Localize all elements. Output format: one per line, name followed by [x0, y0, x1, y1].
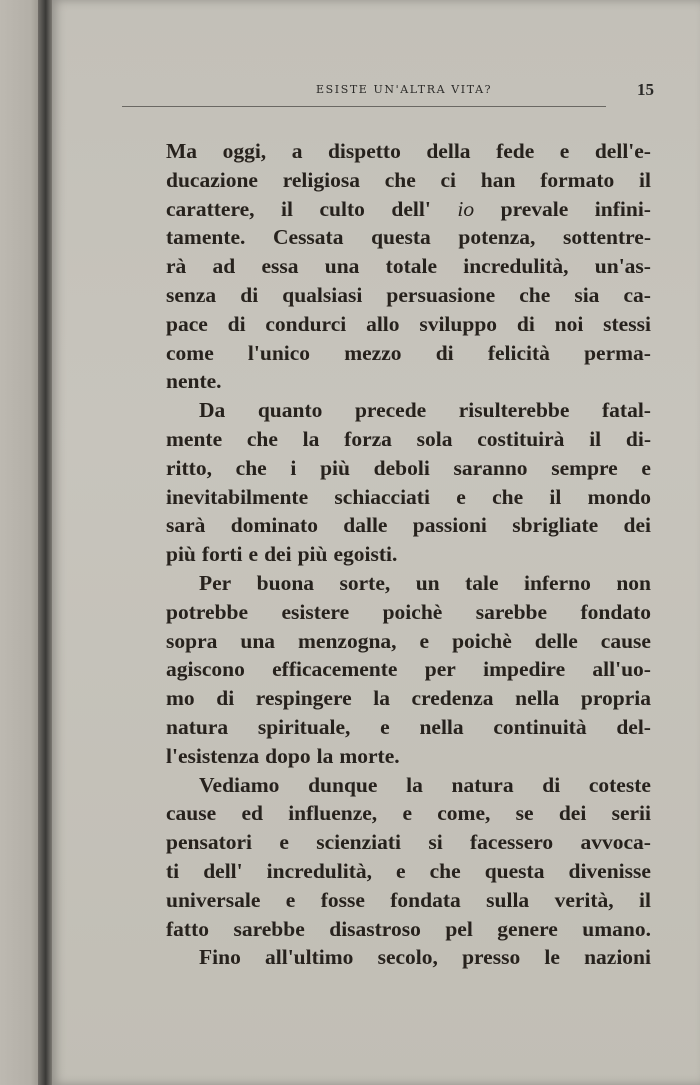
word: prevale — [500, 196, 569, 221]
word: pel — [445, 916, 473, 941]
word: dalle — [343, 513, 388, 538]
word: passioni — [412, 513, 487, 538]
word: mezzo — [344, 340, 402, 365]
word: fondata — [390, 887, 461, 912]
word: di — [435, 340, 454, 365]
text-line — [166, 223, 651, 252]
text-line — [166, 396, 651, 425]
word: stessi — [603, 311, 651, 336]
word: dei — [558, 801, 587, 826]
word: respingere — [255, 686, 352, 711]
word: di — [516, 311, 535, 336]
word: buona — [256, 570, 315, 595]
word: e — [402, 801, 412, 826]
word: totale — [385, 254, 437, 279]
word: facessero — [470, 830, 554, 855]
word: potrebbe — [166, 599, 249, 624]
word: il — [549, 484, 562, 509]
word: che — [519, 282, 551, 307]
word: inferno — [523, 570, 591, 595]
word: una — [240, 628, 276, 653]
word: inevitabilmente — [166, 484, 309, 509]
word: ritto, — [166, 455, 212, 480]
word: infini- — [594, 196, 651, 221]
word: dell' — [391, 196, 431, 221]
word: perma- — [584, 340, 651, 365]
word: sopra — [166, 628, 218, 653]
text-line — [166, 483, 651, 512]
word: che — [384, 167, 416, 192]
body-text — [166, 137, 651, 972]
word: sarà — [166, 513, 206, 538]
word: impedire — [483, 657, 566, 682]
text-line — [166, 771, 651, 800]
word: l'esistenza — [166, 743, 260, 768]
word: culto — [319, 196, 365, 221]
word: un — [415, 570, 440, 595]
word: sottentre- — [563, 225, 651, 250]
word: sulla — [486, 887, 530, 912]
word: dei — [623, 513, 651, 538]
text-line — [166, 655, 651, 684]
word: fosse — [320, 887, 365, 912]
word: la — [316, 743, 334, 768]
word: dell'e- — [594, 139, 651, 163]
word: essa — [261, 254, 299, 279]
word: qualsiasi — [282, 282, 363, 307]
word: delle — [534, 628, 578, 653]
text-line — [166, 310, 651, 339]
word: questa — [484, 858, 545, 883]
page-header — [122, 80, 652, 106]
text-line — [166, 367, 651, 396]
text-line — [166, 857, 651, 886]
word: verità, — [554, 887, 614, 912]
word: cause — [600, 628, 651, 653]
text-line — [166, 886, 651, 915]
word: mo — [166, 686, 195, 711]
word: divenisse — [568, 858, 651, 883]
word: universale — [166, 887, 261, 912]
word: poichè — [382, 599, 443, 624]
running-title: ESISTE UN'ALTRA VITA? — [316, 83, 493, 96]
word: sorte, — [339, 570, 391, 595]
word: nente. — [166, 369, 222, 394]
word: deboli — [373, 455, 430, 480]
text-line — [166, 281, 651, 310]
word: nella — [419, 714, 464, 739]
word: come, — [437, 801, 491, 826]
word: saranno — [453, 455, 528, 480]
word: allo — [366, 311, 400, 336]
word: efficacemente — [272, 657, 398, 682]
word: dominato — [230, 513, 318, 538]
text-line — [166, 627, 651, 656]
word: esistere — [281, 599, 350, 624]
text-line — [166, 339, 651, 368]
word: schiacciati — [334, 484, 430, 509]
word: il — [639, 887, 651, 912]
word: Per — [199, 570, 232, 595]
word: incredulità, — [266, 858, 372, 883]
word: tamente. — [166, 225, 246, 250]
word: fatal- — [602, 398, 651, 423]
word: persuasione — [386, 282, 496, 307]
word: formato — [540, 167, 615, 192]
word: sarebbe — [233, 916, 305, 941]
word: dunque — [308, 772, 378, 797]
word: che — [492, 484, 524, 509]
text-line — [166, 166, 651, 195]
text-line — [166, 569, 651, 598]
text-line — [166, 540, 651, 569]
word: sia — [574, 282, 600, 307]
word: han — [480, 167, 516, 192]
text-line — [166, 511, 651, 540]
word: a — [291, 139, 303, 163]
word: e — [419, 628, 430, 653]
word: e — [380, 714, 390, 739]
word: e — [248, 542, 259, 567]
word: più — [320, 455, 350, 480]
word: religiosa — [282, 167, 360, 192]
word: forza — [344, 426, 392, 451]
word: condurci — [265, 311, 347, 336]
text-line — [166, 454, 651, 483]
word: la — [302, 426, 320, 451]
word: scienziati — [316, 830, 401, 855]
text-line — [166, 713, 651, 742]
text-line — [166, 252, 651, 281]
word: e — [396, 858, 406, 883]
word: felicità — [487, 340, 550, 365]
word: il — [281, 196, 293, 221]
word: di — [227, 311, 246, 336]
word: precede — [354, 398, 427, 423]
word: ca- — [623, 282, 651, 307]
word: spirituale, — [257, 714, 351, 739]
word: pensatori — [166, 830, 252, 855]
word: come — [166, 340, 214, 365]
word: oggi, — [222, 139, 267, 163]
text-line — [166, 943, 651, 972]
word: noi — [554, 311, 584, 336]
word: fede — [496, 139, 535, 163]
word: costituirà — [477, 426, 565, 451]
text-line — [166, 828, 651, 857]
word: ti — [166, 858, 180, 883]
word: Fino — [199, 945, 241, 970]
word: Ma — [166, 139, 198, 163]
word: non — [616, 570, 651, 595]
word: sarebbe — [475, 599, 548, 624]
word: presso — [462, 945, 521, 970]
word: mondo — [587, 484, 651, 509]
page-number: 15 — [637, 80, 654, 99]
word: ducazione — [166, 167, 258, 192]
word: Cessata — [273, 225, 344, 250]
word: mente — [166, 426, 223, 451]
word: che — [246, 426, 278, 451]
word: dei — [264, 542, 292, 567]
word: e — [279, 830, 289, 855]
word: incredulità, — [463, 254, 569, 279]
word: l'unico — [247, 340, 311, 365]
word: i — [290, 455, 297, 480]
word: quanto — [257, 398, 323, 423]
word: potenza, — [458, 225, 536, 250]
word: carattere, — [166, 196, 255, 221]
word: per — [424, 657, 456, 682]
word: poichè — [452, 628, 512, 653]
word: del- — [616, 714, 651, 739]
word: sola — [416, 426, 453, 451]
word: tale — [465, 570, 499, 595]
text-line — [166, 684, 651, 713]
text-line — [166, 915, 651, 944]
word: influenze, — [288, 801, 378, 826]
word: di — [542, 772, 561, 797]
word: e — [641, 455, 651, 480]
word: Da — [199, 398, 226, 423]
word: di- — [625, 426, 651, 451]
word: sbrigliate — [512, 513, 599, 538]
word: avvoca- — [580, 830, 651, 855]
word: della — [426, 139, 471, 163]
word: di — [240, 282, 259, 307]
text-line — [166, 598, 651, 627]
word: il — [639, 167, 651, 192]
word: questa — [371, 225, 431, 250]
word: all'uo- — [592, 657, 651, 682]
text-line — [166, 137, 651, 166]
word: e — [285, 887, 296, 912]
word: dispetto — [327, 139, 401, 163]
word: rà — [166, 254, 187, 279]
word: morte. — [339, 743, 400, 768]
word: fatto — [166, 916, 209, 941]
word: sempre — [551, 455, 618, 480]
word: menzogna, — [298, 628, 397, 653]
word: che — [429, 858, 461, 883]
word: la — [373, 686, 390, 711]
word: nazioni — [584, 945, 651, 970]
word: egoisti. — [333, 542, 398, 567]
word: coteste — [588, 772, 651, 797]
word: che — [235, 455, 267, 480]
word: un'as- — [594, 254, 651, 279]
word: dopo — [265, 743, 311, 768]
word: serii — [611, 801, 651, 826]
word: ed — [241, 801, 263, 826]
word: pace — [166, 311, 208, 336]
word: umano. — [582, 916, 651, 941]
text-line — [166, 799, 651, 828]
word: la — [406, 772, 423, 797]
word: ci — [440, 167, 457, 192]
word: propria — [580, 686, 651, 711]
word: io — [457, 196, 475, 221]
word: all'ultimo — [265, 945, 354, 970]
word: una — [324, 254, 360, 279]
text-line — [166, 742, 651, 771]
word: forti — [201, 542, 243, 567]
word: disastroso — [329, 916, 421, 941]
header-rule — [122, 106, 606, 107]
word: senza — [166, 282, 217, 307]
word: natura — [166, 714, 229, 739]
word: ad — [212, 254, 236, 279]
word: più — [297, 542, 328, 567]
word: si — [428, 830, 443, 855]
word: credenza — [411, 686, 494, 711]
word: secolo, — [377, 945, 438, 970]
word: agiscono — [166, 657, 245, 682]
book-gutter — [38, 0, 52, 1085]
word: di — [216, 686, 235, 711]
text-line — [166, 195, 651, 224]
word: Vediamo — [199, 772, 280, 797]
word: più — [166, 542, 196, 567]
word: dell' — [203, 858, 243, 883]
text-line — [166, 425, 651, 454]
word: natura — [451, 772, 514, 797]
word: genere — [497, 916, 558, 941]
word: e — [559, 139, 570, 163]
word: nella — [515, 686, 560, 711]
word: cause — [166, 801, 217, 826]
word: se — [515, 801, 534, 826]
word: continuità — [493, 714, 587, 739]
word: sviluppo — [419, 311, 498, 336]
word: risulterebbe — [458, 398, 570, 423]
word: fondato — [580, 599, 651, 624]
word: e — [456, 484, 466, 509]
word: le — [544, 945, 560, 970]
word: il — [589, 426, 602, 451]
